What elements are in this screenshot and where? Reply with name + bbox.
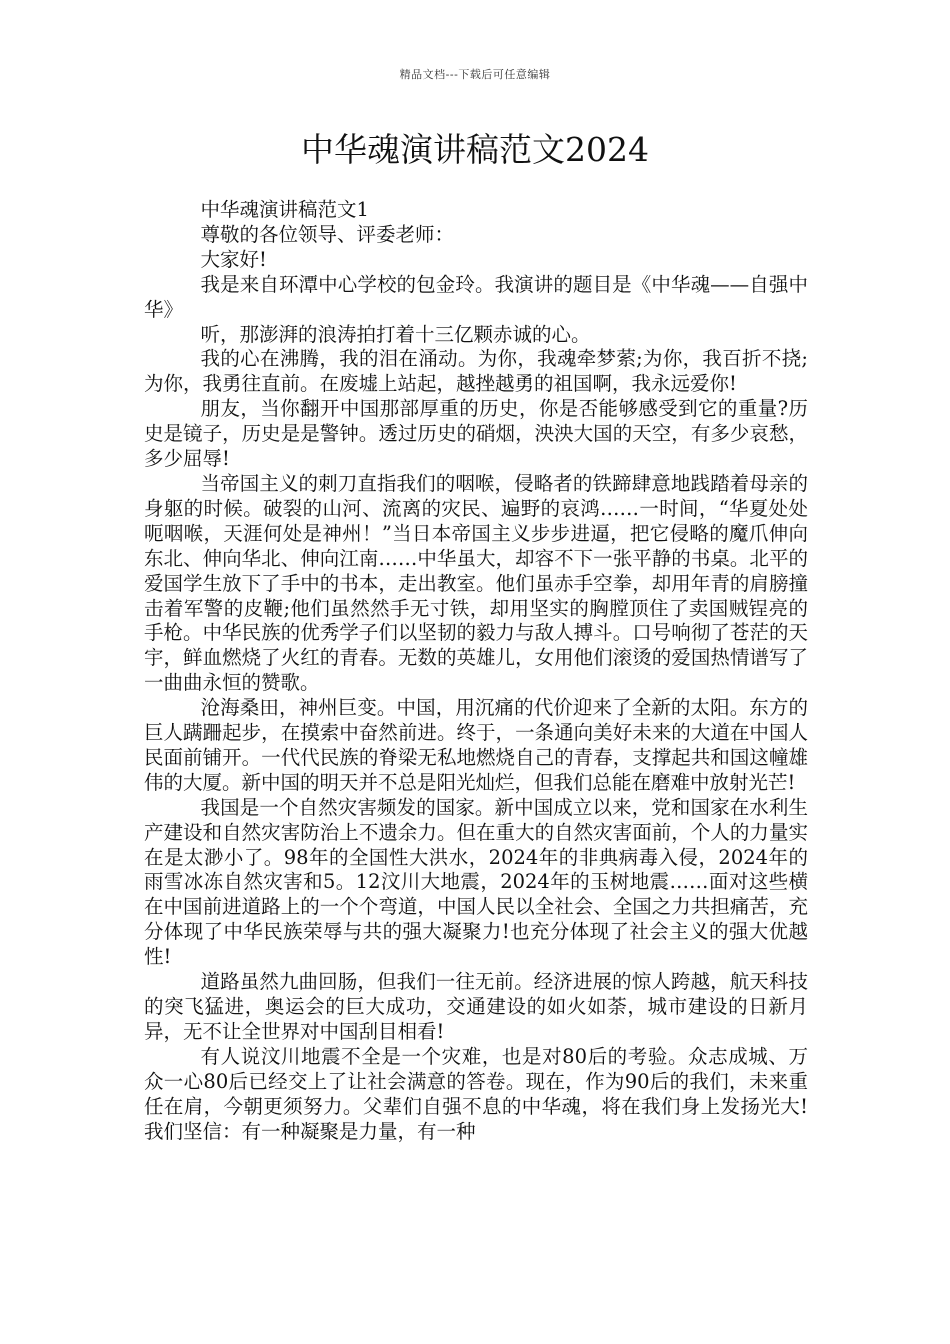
paragraph-salutation: 尊敬的各位领导、评委老师： [200,222,455,246]
document-title: 中华魂演讲稿范文2024 [301,130,649,169]
header-note: 精品文档---下载后可任意编辑 [399,68,551,81]
paragraph: 听，那澎湃的浪涛拍打着十三亿颗赤诚的心。 [200,322,591,346]
paragraph: 我的心在沸腾，我的泪在涌动。为你，我魂牵梦萦;为你，我百折不挠;为你，我勇往直前。在废墟上站起，越挫越勇的祖国啊，我永远爱你! [144,347,808,396]
document-body [144,198,808,1144]
paragraph: 我国是一个自然灾害频发的国家。新中国成立以来，党和国家在水利生产建设和自然灾害防治上不遗余力。但在重大的自然灾害面前，个人的力量实在是太渺小了。98年的全国性大洪水，2024年的非典病毒入侵，2024年的雨雪冰冻自然灾害和5。12汶川大地震，2024年的玉树地震……面对这些横在中国前进道路上的一个个弯道，中国人民以全社会、全国之力共担痛苦，充分体现了中华民族荣辱与共的强大凝聚力!也充分体现了社会主义的强大优越性! [144,795,808,969]
paragraph: 我是来自环潭中心学校的包金玲。我演讲的题目是《中华魂——自强中华》 [144,272,808,321]
paragraph-greeting: 大家好! [200,247,267,271]
paragraph-subtitle: 中华魂演讲稿范文1 [200,198,369,221]
paragraph: 道路虽然九曲回肠，但我们一往无前。经济进展的惊人跨越，航天科技的突飞猛进，奥运会的巨大成功，交通建设的如火如荼，城市建设的日新月异，无不让全世界对中国刮目相看! [144,970,808,1043]
paragraph: 沧海桑田，神州巨变。中国，用沉痛的代价迎来了全新的太阳。东方的巨人蹒跚起步，在摸索中奋然前进。终于，一条通向美好未来的大道在中国人民面前铺开。一代代民族的脊梁无私地燃烧自己的青春，支撑起共和国这幢雄伟的大厦。新中国的明天并不总是阳光灿烂，但我们总能在磨难中放射光芒! [144,696,808,794]
paragraph: 朋友，当你翻开中国那部厚重的历史，你是否能够感受到它的重量?历史是镜子，历史是是警钟。透过历史的硝烟，泱泱大国的天空，有多少哀愁，多少屈辱! [144,397,808,471]
paragraph: 有人说汶川地震不全是一个灾难，也是对80后的考验。众志成城、万众一心80后已经交上了让社会满意的答卷。现在，作为90后的我们，未来重任在肩，今朝更须努力。父辈们自强不息的中华魂，将在我们身上发扬光大!我们坚信：有一种凝聚是力量，有一种 [144,1044,808,1143]
paragraph: 当帝国主义的刺刀直指我们的咽喉，侵略者的铁蹄肆意地践踏着母亲的身躯的时候。破裂的山河、流离的灾民、遍野的哀鸿……一时间，“华夏处处呃咽喉，天涯何处是神州！”当日本帝国主义步步进逼，把它侵略的魔爪伸向东北、伸向华北、伸向江南……中华虽大，却容不下一张平静的书桌。北平的爱国学生放下了手中的书本，走出教室。他们虽赤手空拳，却用年青的肩膀撞击着军警的皮鞭;他们虽然然手无寸铁，却用坚实的胸膛顶住了卖国贼锃亮的手枪。中华民族的优秀学子们以坚韧的毅力与敌人搏斗。口号响彻了苍茫的天宇，鲜血燃烧了火红的青春。无数的英雄儿，女用他们滚烫的爱国热情谱写了一曲曲永恒的赞歌。 [144,471,808,695]
